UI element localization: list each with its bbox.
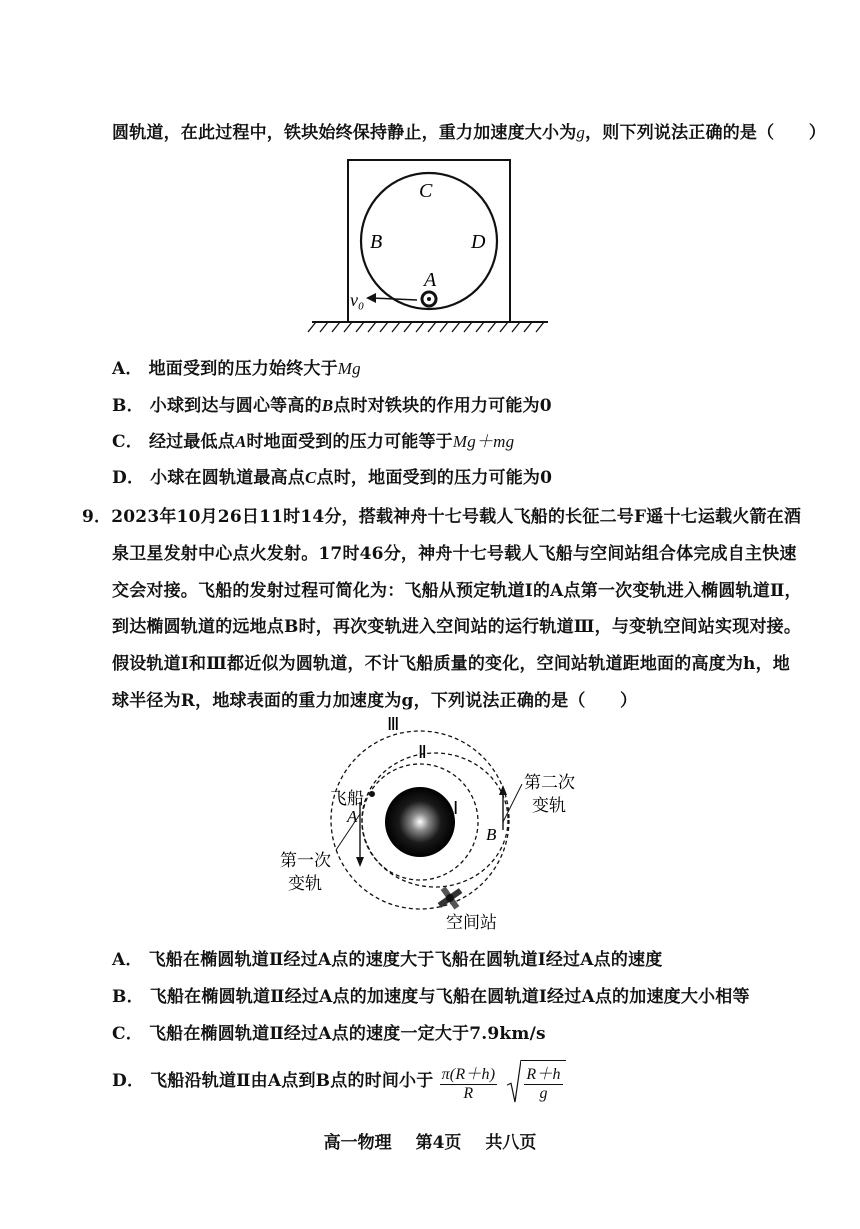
q8-option-a: A． 地面受到的压力始终大于Mg — [112, 359, 361, 379]
q9-orbit-diagram — [270, 712, 600, 937]
orbit-3-label: Ⅲ — [387, 714, 400, 734]
q8-option-c: C． 经过最低点A时地面受到的压力可能等于Mg＋mg — [112, 432, 515, 452]
station-label: 空间站 — [446, 913, 497, 932]
label-b: B — [370, 231, 383, 253]
q8-diagram — [300, 158, 560, 338]
q9-option-a: A． 飞船在椭圆轨道Ⅱ经过A点的速度大于飞船在圆轨道Ⅰ经过A点的速度 — [112, 950, 663, 970]
q8-option-b: B． 小球到达与圆心等高的B点时对铁块的作用力可能为0 — [112, 396, 552, 416]
orbit-1-label: Ⅰ — [453, 798, 459, 818]
q9-line-6: 球半径为R，地球表面的重力加速度为g，下列说法正确的是（ ） — [112, 691, 638, 711]
first-change-label-2: 变轨 — [288, 874, 322, 893]
orbit-2-label: Ⅱ — [418, 742, 427, 762]
q9-option-d: D． 飞船沿轨道Ⅱ由A点到B点的时间小于 $\frac{\pi(R+h)}{R}$ $\frac{R+h}{g}$ — [112, 1060, 566, 1103]
q9-line-1: 9．2023年10月26日11时14分，搭载神舟十七号载人飞船的长征二号F遥十七运载火箭在酒 — [82, 507, 802, 527]
page-footer: 高一物理 第4页 共八页 — [323, 1133, 537, 1153]
q9-option-c: C． 飞船在椭圆轨道Ⅱ经过A点的速度一定大于7.9km/s — [112, 1024, 546, 1044]
earth-icon — [385, 787, 455, 857]
q9-line-3: 交会对接。飞船的发射过程可简化为：飞船从预定轨道Ⅰ的A点第一次变轨进入椭圆轨道Ⅱ， — [112, 581, 802, 601]
q9-line-5: 假设轨道Ⅰ和Ⅲ都近似为圆轨道，不计飞船质量的变化，空间站轨道距地面的高度为h，地 — [112, 654, 791, 674]
formula-sqrt: $\frac{R+h}{g}$ — [507, 1060, 565, 1103]
ship-icon — [369, 791, 375, 797]
q9-line-2: 泉卫星发射中心点火发射。17时46分，神舟十七号载人飞船与空间站组合体完成自主快速 — [112, 544, 797, 564]
label-d: D — [471, 231, 486, 253]
point-a-label: A — [347, 807, 358, 826]
second-change-label-1: 第二次 — [524, 773, 575, 792]
formula-fraction: $\frac{\pi(R+h)}{R}$ — [440, 1061, 498, 1103]
q9-line-4: 到达椭圆轨道的远地点B时，再次变轨进入空间站的运行轨道Ⅲ，与变轨空间站实现对接。 — [112, 617, 802, 637]
label-v0: v₀ — [350, 290, 365, 310]
q9-option-b: B． 飞船在椭圆轨道Ⅱ经过A点的加速度与飞船在圆轨道Ⅰ经过A点的加速度大小相等 — [112, 987, 750, 1007]
q8-option-d: D． 小球在圆轨道最高点C点时，地面受到的压力可能为0 — [112, 468, 553, 488]
ship-label: 飞船 — [330, 789, 364, 808]
sqrt-sign-icon — [507, 1060, 521, 1103]
second-change-label-2: 变轨 — [532, 796, 566, 815]
label-c: C — [419, 180, 433, 202]
q8-stem: 圆轨道，在此过程中，铁块始终保持静止，重力加速度大小为g，则下列说法正确的是（ ） — [112, 123, 826, 143]
label-a: A — [424, 269, 437, 291]
first-change-label-1: 第一次 — [280, 851, 331, 870]
point-b-label: B — [486, 825, 497, 844]
